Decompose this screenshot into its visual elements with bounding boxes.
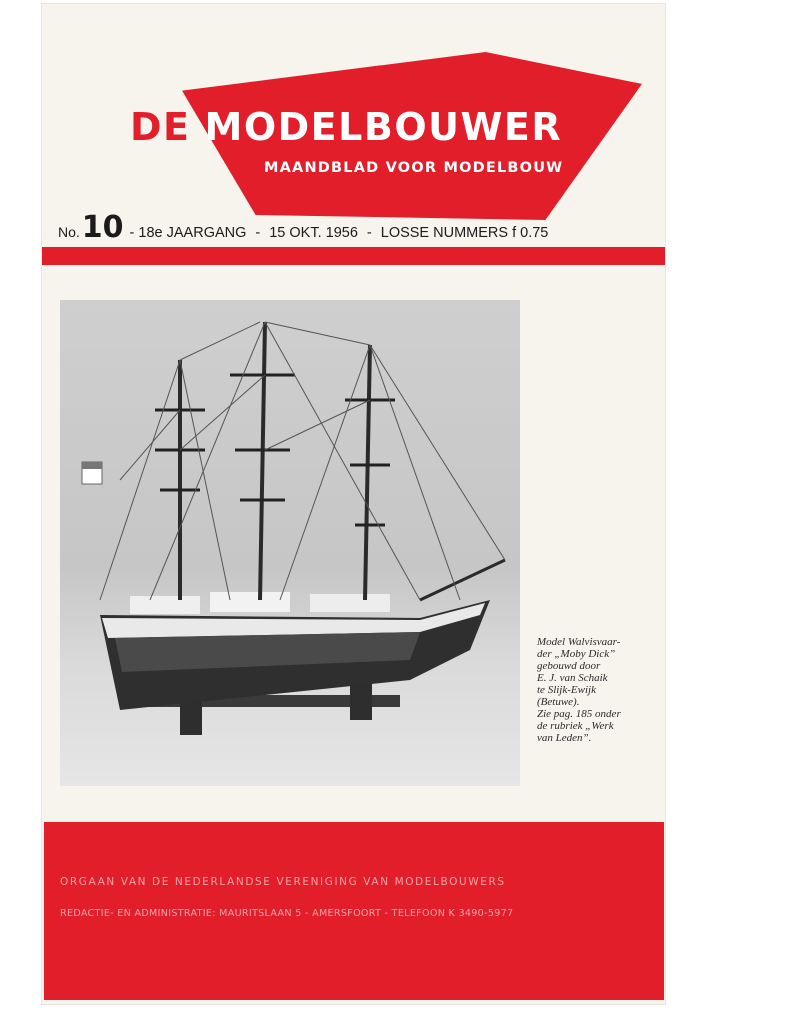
caption-line: Model Walvisvaar-: [537, 636, 621, 648]
caption-line: (Betuwe).: [537, 696, 580, 708]
issue-date: 15 OKT. 1956: [269, 225, 358, 241]
issue-number: 10: [81, 210, 124, 245]
issue-line: [58, 210, 618, 246]
title-de: DE: [130, 105, 191, 149]
issue-jaargang: - 18e JAARGANG: [129, 225, 247, 241]
ship-model-photo: [60, 300, 520, 786]
ship-model-icon: [60, 300, 520, 786]
caption-line: de rubriek „Werk: [537, 720, 614, 732]
caption-line: der „Moby Dick”: [537, 648, 616, 660]
caption-line: te Slijk-Ewijk: [537, 684, 596, 696]
caption-line: Zie pag. 185 onder: [537, 708, 621, 720]
issue-no-label: No.: [58, 224, 80, 240]
title-modelbouwer: MODELBOUWER: [204, 105, 563, 149]
red-divider-bar: [42, 247, 665, 265]
magazine-title: [130, 105, 563, 149]
footer-address: REDACTIE- EN ADMINISTRATIE: MAURITSLAAN 5 - AMERSFOORT - TELEFOON K 3490-5977: [60, 908, 514, 919]
issue-separator: -: [366, 225, 372, 241]
photo-caption: [537, 636, 649, 744]
magazine-subtitle: MAANDBLAD VOOR MODELBOUW: [264, 160, 564, 176]
footer-organization: ORGAAN VAN DE NEDERLANDSE VERENIGING VAN MODELBOUWERS: [60, 876, 506, 888]
issue-price: LOSSE NUMMERS f 0.75: [380, 225, 549, 241]
caption-line: gebouwd door: [537, 660, 601, 672]
caption-line: E. J. van Schaik: [537, 672, 608, 684]
caption-line: van Leden”.: [537, 732, 592, 744]
issue-separator: -: [255, 225, 261, 241]
